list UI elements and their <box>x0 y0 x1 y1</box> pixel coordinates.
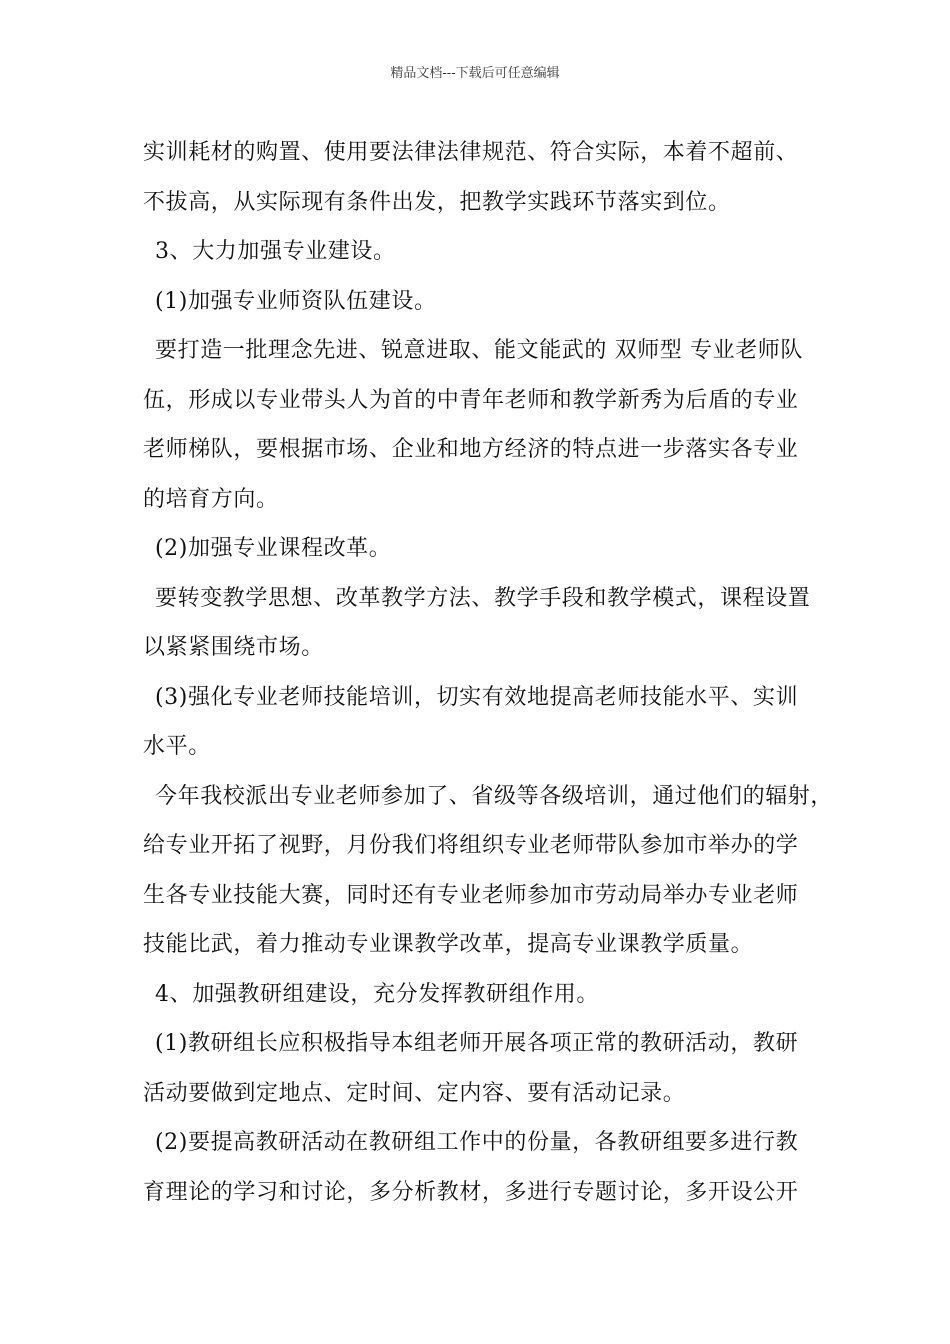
paragraph-start: 今年我校派出专业老师参加了、省级等各级培训，通过他们的辐射， <box>155 783 834 809</box>
body-text <box>143 128 834 1217</box>
paragraph-start: 要转变教学思想、改革教学方法、教学手段和教学模式，课程设置 <box>155 585 811 611</box>
page-header: 精品文档---下载后可任意编辑 <box>390 66 560 81</box>
text-line: 不拔高，从实际现有条件出发，把教学实践环节落实到位。 <box>143 189 731 215</box>
text-line: 水平。 <box>143 734 211 759</box>
subsection-heading: (3)强化专业老师技能培训，切实有效地提高老师技能水平、实训 <box>155 684 799 710</box>
subsection-heading: (2)要提高教研活动在教研组工作中的份量，各教研组要多进行教 <box>155 1130 799 1155</box>
subsection-heading: (1)教研组长应积极指导本组老师开展各项正常的教研活动，教研 <box>155 1031 799 1056</box>
text-line: 伍，形成以专业带头人为首的中青年老师和教学新秀为后盾的专业 <box>143 387 799 413</box>
section-heading: 3、大力加强专业建设。 <box>155 239 396 264</box>
subsection-heading: (1)加强专业师资队伍建设。 <box>155 288 437 314</box>
text-line: 育理论的学习和讨论，多分析教材，多进行专题讨论，多开设公开 <box>143 1179 799 1205</box>
section-heading: 4、加强教研组建设，充分发挥教研组作用。 <box>155 981 599 1007</box>
paragraph-start: 要打造一批理念先进、锐意进取、能文能武的 双师型 专业老师队 <box>155 338 803 363</box>
subsection-heading: (2)加强专业课程改革。 <box>155 536 392 561</box>
text-line: 老师梯队，要根据市场、企业和地方经济的特点进一步落实各专业 <box>143 437 799 462</box>
text-line: 技能比武，着力推动专业课教学改革，提高专业课教学质量。 <box>143 932 754 957</box>
text-line: 生各专业技能大赛，同时还有专业老师参加市劳动局举办专业老师 <box>143 882 799 908</box>
text-line: 活动要做到定地点、定时间、定内容、要有活动记录。 <box>143 1080 686 1106</box>
text-line: 给专业开拓了视野，月份我们将组织专业老师带队参加市举办的学 <box>143 833 799 858</box>
text-line: 的培育方向。 <box>143 486 279 512</box>
text-line: 以紧紧围绕市场。 <box>143 635 324 660</box>
text-line: 实训耗材的购置、使用要法律法律规范、符合实际，本着不超前、 <box>143 140 799 165</box>
